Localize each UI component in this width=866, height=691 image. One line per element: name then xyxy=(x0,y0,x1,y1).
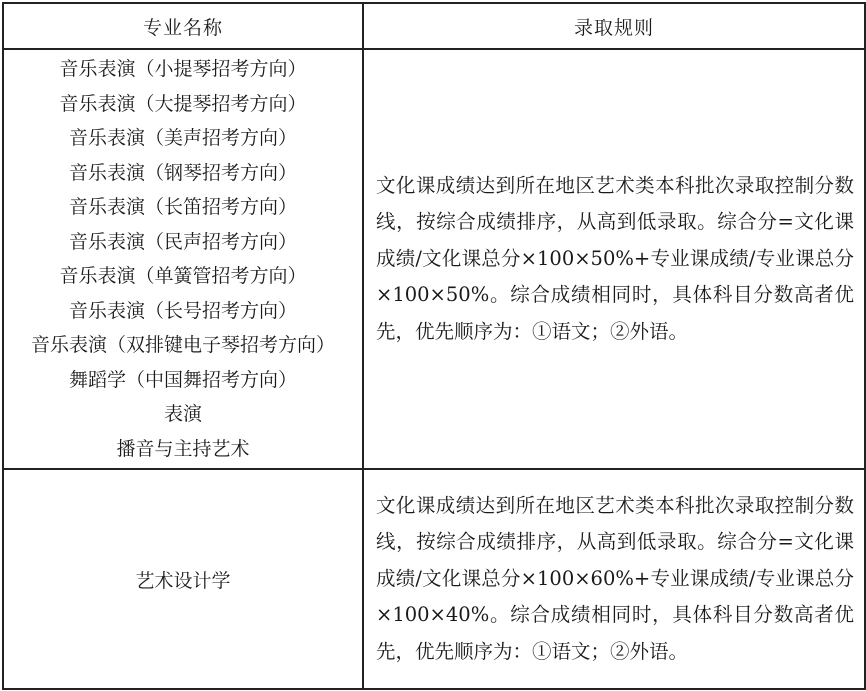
major-item: 音乐表演（美声招考方向） xyxy=(68,127,297,149)
table-row-design-major xyxy=(3,469,865,689)
major-item: 舞蹈学（中国舞招考方向） xyxy=(68,368,297,391)
major-item: 艺术设计学 xyxy=(3,469,363,689)
admission-rule-text: 文化课成绩达到所在地区艺术类本科批次录取控制分数线，按综合成绩排序，从高到低录取。综合分=文化课成绩/文化课总分×100×50%+专业课成绩/专业课总分×100×50%。综合成绩相同时，具体科目分数高者优先，优先顺序为：①语文；②外语。 xyxy=(376,173,854,343)
majors-list-cell xyxy=(3,49,363,469)
admission-rule-cell xyxy=(363,469,865,689)
major-item: 音乐表演（长笛招考方向） xyxy=(68,196,297,218)
admission-rule-text: 文化课成绩达到所在地区艺术类本科批次录取控制分数线，按综合成绩排序，从高到低录取。综合分=文化课成绩/文化课总分×100×60%+专业课成绩/专业课总分×100×40%。综合成绩相同时，具体科目分数高者优先，优先顺序为：①语文；②外语。 xyxy=(376,493,854,663)
major-item: 音乐表演（小提琴招考方向） xyxy=(59,58,307,80)
major-item: 表演 xyxy=(163,403,202,425)
table-header-row xyxy=(3,3,865,49)
admission-rule-cell xyxy=(363,49,865,469)
major-item: 音乐表演（大提琴招考方向） xyxy=(59,92,307,115)
major-item: 音乐表演（钢琴招考方向） xyxy=(68,161,297,184)
major-item: 音乐表演（长号招考方向） xyxy=(68,299,297,322)
major-item: 播音与主持艺术 xyxy=(116,437,250,460)
major-item: 音乐表演（双排键电子琴招考方向） xyxy=(30,334,335,356)
major-item: 音乐表演（民声招考方向） xyxy=(68,230,297,253)
header-major-name: 专业名称 xyxy=(3,3,363,49)
header-admission-rule: 录取规则 xyxy=(363,3,865,49)
table-row-performance-majors xyxy=(3,49,865,469)
admission-rules-table xyxy=(2,2,866,690)
major-item: 音乐表演（单簧管招考方向） xyxy=(59,265,307,287)
